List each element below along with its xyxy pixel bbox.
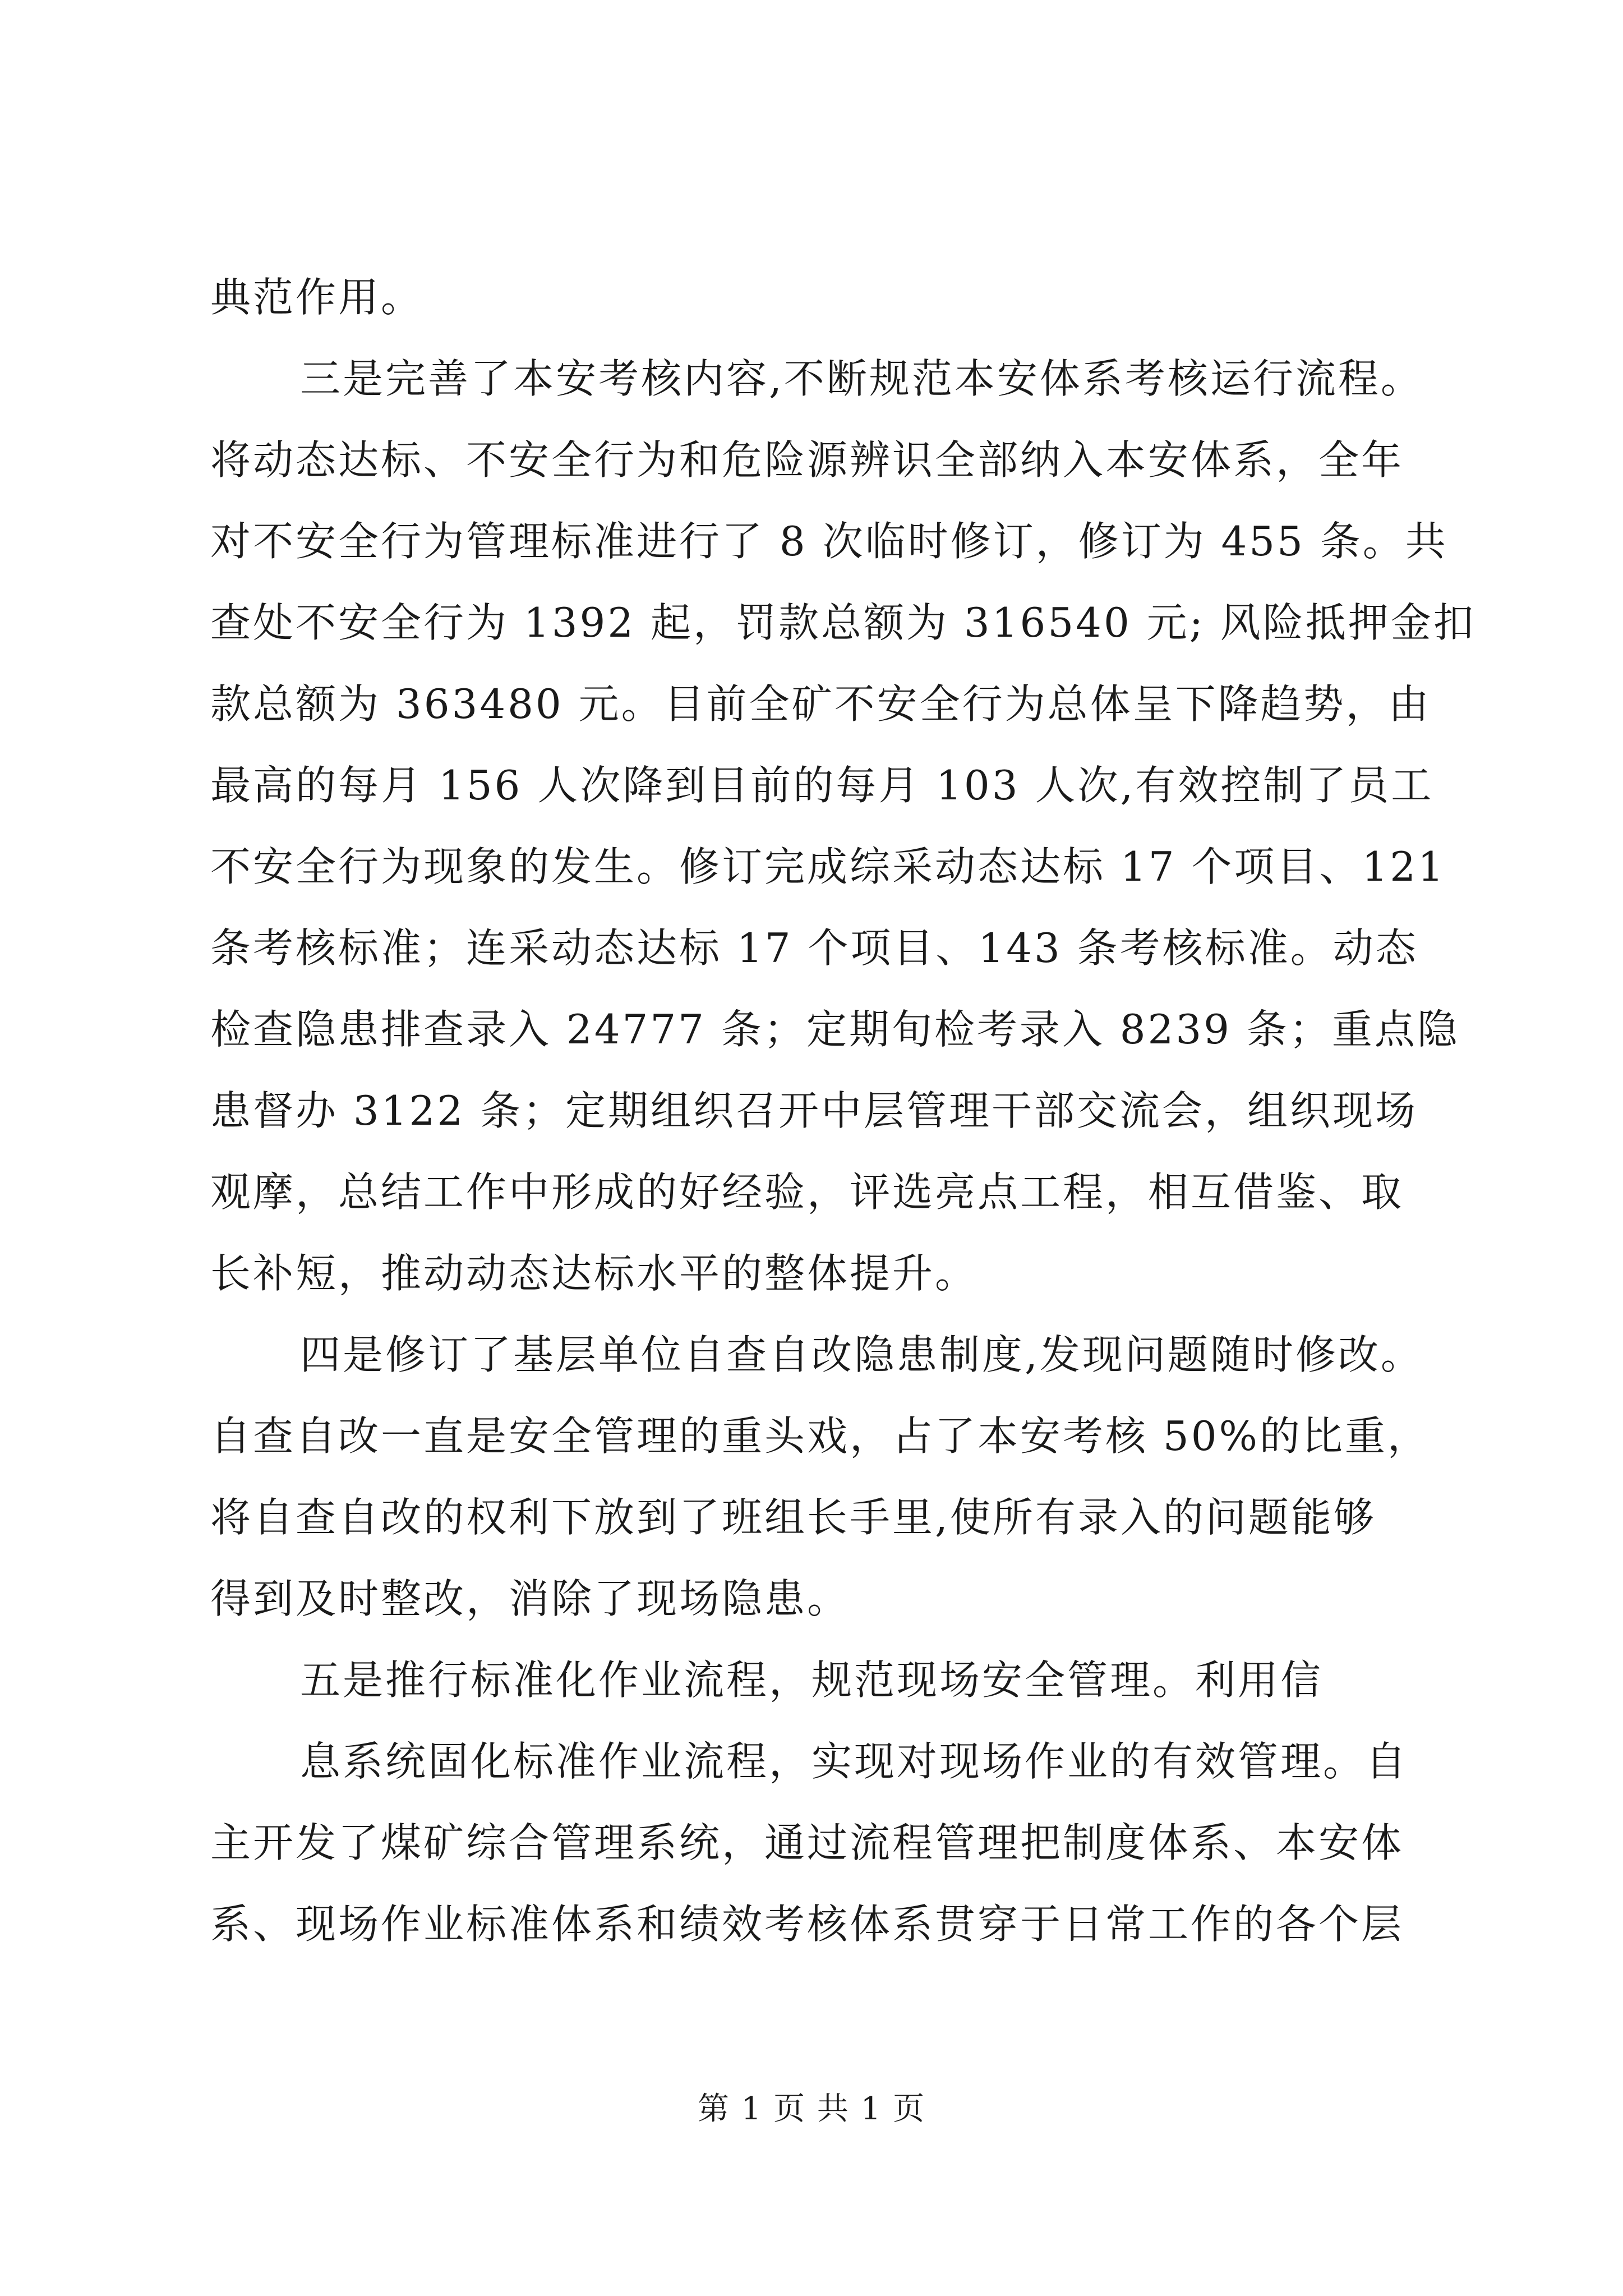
text-line: 最高的每月 156 人次降到目前的每月 103 人次,有效控制了员工 xyxy=(210,762,1434,809)
text-line: 对不安全行为管理标准进行了 8 次临时修订，修订为 455 条。共 xyxy=(210,518,1448,565)
text-line: 典范作用。 xyxy=(210,274,424,321)
text-line: 自查自改一直是安全管理的重头戏，占了本安考核 50%的比重， xyxy=(210,1412,1430,1460)
text-line: 将动态达标、不安全行为和危险源辨识全部纳入本安体系，全年 xyxy=(210,436,1404,484)
text-line: 息系统固化标准作业流程，实现对现场作业的有效管理。自 xyxy=(300,1738,1409,1785)
text-line: 将自查自改的权利下放到了班组长手里,使所有录入的问题能够 xyxy=(210,1494,1376,1541)
text-line: 观摩，总结工作中形成的好经验，评选亮点工程，相互借鉴、取 xyxy=(210,1168,1404,1216)
paragraph-3-start: 三是完善了本安考核内容,不断规范本安体系考核运行流程。 xyxy=(300,355,1423,402)
text-line: 查处不安全行为 1392 起，罚款总额为 316540 元; 风险抵押金扣 xyxy=(210,599,1476,646)
text-line: 长补短，推动动态达标水平的整体提升。 xyxy=(210,1250,978,1297)
text-line: 不安全行为现象的发生。修订完成综采动态达标 17 个项目、121 xyxy=(210,843,1446,890)
paragraph-4-start: 四是修订了基层单位自查自改隐患制度,发现问题随时修改。 xyxy=(300,1331,1423,1378)
text-line: 款总额为 363480 元。目前全矿不安全行为总体呈下降趋势，由 xyxy=(210,680,1431,728)
text-line: 主开发了煤矿综合管理系统，通过流程管理把制度体系、本安体 xyxy=(210,1819,1404,1866)
text-line: 得到及时整改，消除了现场隐患。 xyxy=(210,1575,850,1622)
paragraph-5-start: 五是推行标准化作业流程，规范现场安全管理。利用信 xyxy=(300,1657,1324,1704)
text-line: 患督办 3122 条；定期组织召开中层管理干部交流会，组织现场 xyxy=(210,1087,1418,1134)
page-footer: 第 1 页 共 1 页 xyxy=(697,2091,926,2127)
text-line: 系、现场作业标准体系和绩效考核体系贯穿于日常工作的各个层 xyxy=(210,1901,1404,1948)
text-line: 条考核标准；连采动态达标 17 个项目、143 条考核标准。动态 xyxy=(210,924,1418,972)
text-line: 检查隐患排查录入 24777 条；定期旬检考录入 8239 条；重点隐 xyxy=(210,1006,1460,1053)
